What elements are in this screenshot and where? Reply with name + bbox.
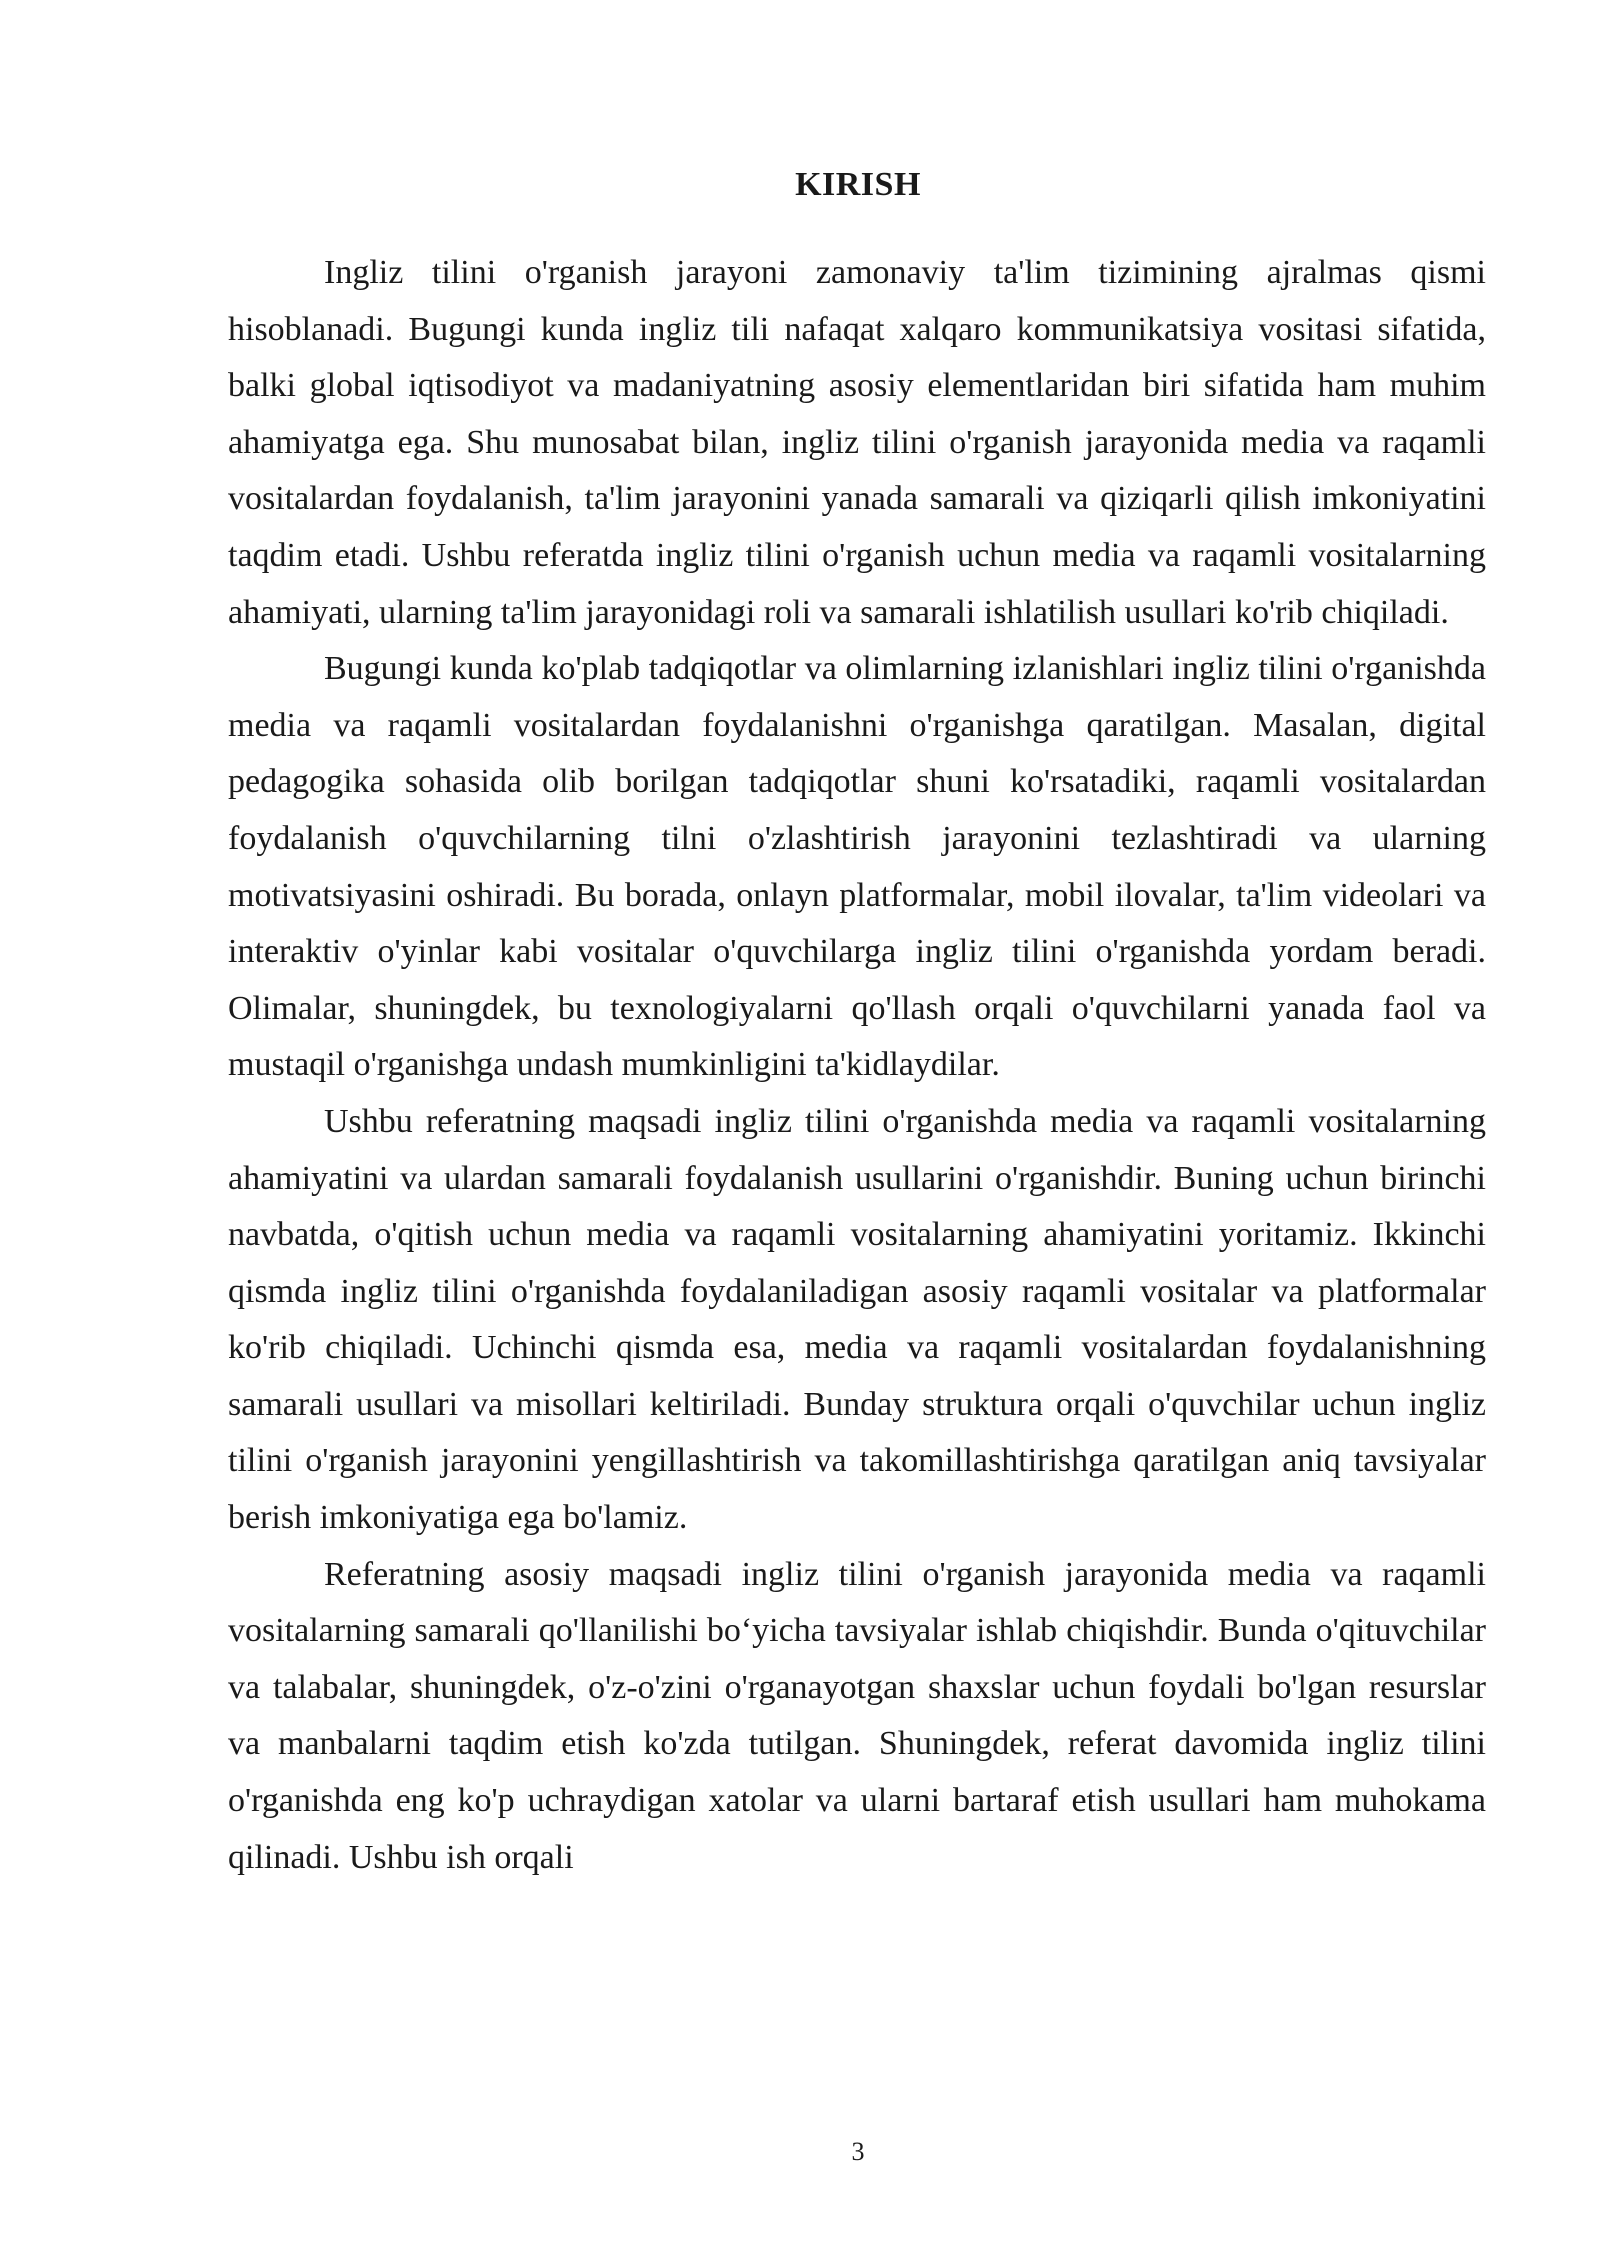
paragraph: Bugungi kunda ko'plab tadqiqotlar va olimlarning izlanishlari ingliz tilini o'rganishda media va raqamli vositalardan foydalanishni o'rganishga qaratilgan. Masalan, digital pedagogika sohasida olib borilgan tadqiqotlar shuni ko'rsatadiki, raqamli vositalardan foydalanish o'quvchilarning tilni o'zlashtirish jarayonini tezlashtiradi va ularning motivatsiyasini oshiradi. Bu borada, onlayn platformalar, mobil ilovalar, ta'lim videolari va interaktiv o'yinlar kabi vositalar o'quvchilarga ingliz tilini o'rganishda yordam beradi. Olimalar, shuningdek, bu texnologiyalarni qo'llash orqali o'quvchilarni yanada faol va mustaqil o'rganishga undash mumkinligini ta'kidlaydilar. bbox=[228, 650, 1486, 1084]
paragraph: Referatning asosiy maqsadi ingliz tilini o'rganish jarayonida media va raqamli vositalarning samarali qo'llanilishi bo‘yicha tavsiyalar ishlab chiqishdir. Bunda o'qituvchilar va talabalar, shuningdek, o'z-o'zini o'rganayotgan shaxslar uchun foydali bo'lgan resurslar va manbalarni taqdim etish ko'zda tutilgan. Shuningdek, referat davomida ingliz tilini o'rganishda eng ko'p uchraydigan xatolar va ularni bartaraf etish usullari ham muhokama qilinadi. Ushbu ish orqali bbox=[228, 1555, 1486, 1876]
paragraph: Ingliz tilini o'rganish jarayoni zamonaviy ta'lim tizimining ajralmas qismi hisoblanadi. Bugungi kunda ingliz tili nafaqat xalqaro kommunikatsiya vositasi sifatida, balki global iqtisodiyot va madaniyatning asosiy elementlaridan biri sifatida ham muhim ahamiyatga ega. Shu munosabat bilan, ingliz tilini o'rganish jarayonida media va raqamli vositalardan foydalanish, ta'lim jarayonini yanada samarali va qiziqarli qilish imkoniyatini taqdim etadi. Ushbu referatda ingliz tilini o'rganish uchun media va raqamli vositalarning ahamiyati, ularning ta'lim jarayonidagi roli va samarali ishlatilish usullari ko'rib chiqiladi. bbox=[228, 254, 1486, 631]
page-number: 3 bbox=[851, 2137, 865, 2166]
page-heading: KIRISH bbox=[795, 166, 921, 203]
paragraph: Ushbu referatning maqsadi ingliz tilini o'rganishda media va raqamli vositalarning ahamiyatini va ulardan samarali foydalanish usullarini o'rganishdir. Buning uchun birinchi navbatda, o'qitish uchun media va raqamli vositalarning ahamiyatini yoritamiz. Ikkinchi qismda ingliz tilini o'rganishda foydalaniladigan asosiy raqamli vositalar va platformalar ko'rib chiqiladi. Uchinchi qismda esa, media va raqamli vositalardan foydalanishning samarali usullari va misollari keltiriladi. Bunday struktura orqali o'quvchilar uchun ingliz tilini o'rganish jarayonini yengillashtirish va takomillashtirishga qaratilgan aniq tavsiyalar berish imkoniyatiga ega bo'lamiz. bbox=[228, 1102, 1486, 1537]
body-text bbox=[228, 245, 1486, 1886]
